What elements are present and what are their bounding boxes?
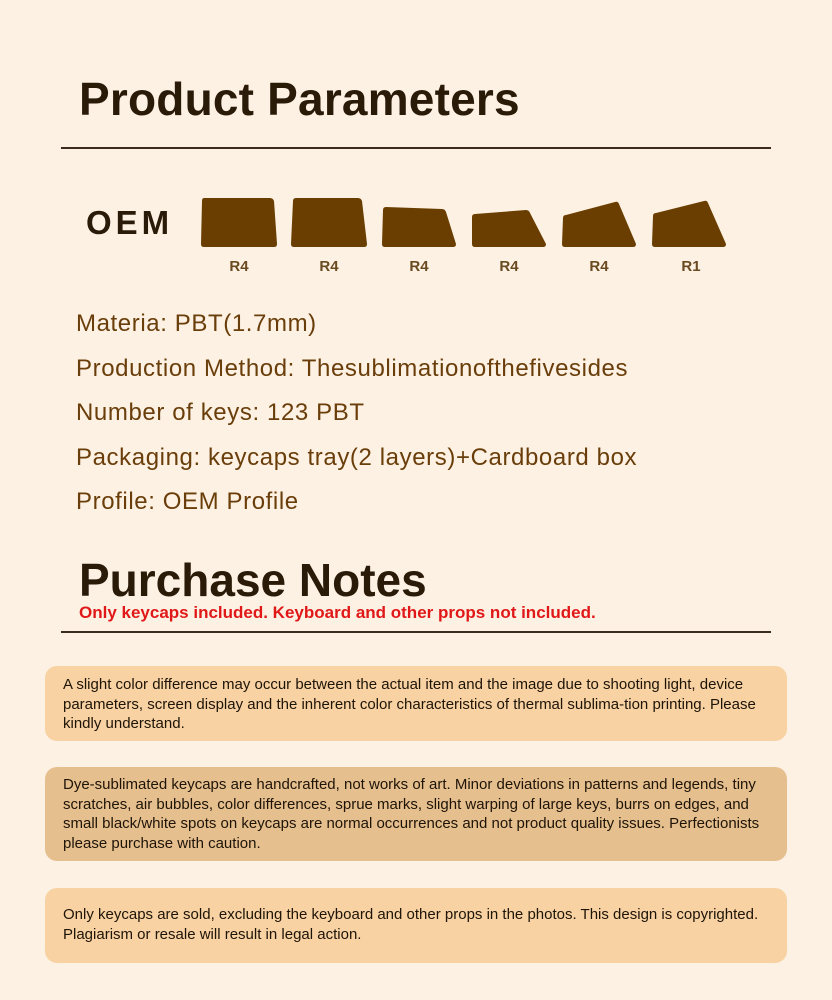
keycap-row-label: R4 — [589, 258, 609, 275]
note-copyright: Only keycaps are sold, excluding the keyboard and other props in the photos. This design is copyrighted. Plagiarism or resale will result in legal action. — [45, 888, 787, 963]
keycap-shape — [382, 207, 456, 247]
profile-name: OEM — [86, 204, 174, 241]
keycap-shape — [472, 210, 546, 247]
keycap-shape — [201, 198, 277, 247]
param-material: Materia: PBT(1.7mm) — [76, 310, 317, 337]
parameter-list — [76, 302, 637, 525]
param-production-method: Production Method: Thesublimationofthefivesides — [76, 354, 629, 382]
section-title: Purchase Notes — [79, 554, 427, 606]
keycap-row-label: R4 — [319, 258, 339, 275]
param-number-of-keys: Number of keys: 123 PBT — [76, 399, 365, 426]
note-handcrafted: Dye-sublimated keycaps are handcrafted, not works of art. Minor deviations in patterns and legends, tiny scratches, air bubbles, color differences, sprue marks, slight warping of large keys, burrs on edges, and small black/white spots on keycaps are normal occurrences and not product quality issues. Perfectionists please purchase with caution. — [45, 767, 787, 861]
note-color-difference: A slight color difference may occur between the actual item and the image due to shooting light, device parameters, screen display and the inherent color characteristics of thermal sublima-tion printing. Please kindly understand. — [45, 666, 787, 741]
param-profile: Profile: OEM Profile — [76, 488, 299, 515]
keycap-row-label: R4 — [409, 258, 429, 275]
keycap-shape — [652, 201, 726, 247]
param-packaging: Packaging: keycaps tray(2 layers)+Cardboard box — [76, 443, 638, 471]
keycap-row-label: R4 — [229, 258, 249, 275]
section-divider — [61, 631, 771, 633]
keycap-shape — [562, 202, 636, 247]
warning-text: Only keycaps included. Keyboard and other props not included. — [79, 603, 596, 622]
page-title: Product Parameters — [79, 73, 520, 125]
keycap-row-label: R4 — [499, 258, 519, 275]
keycap-shapes — [0, 0, 832, 290]
keycap-row-label: R1 — [681, 258, 701, 275]
keycap-shape — [291, 198, 367, 247]
title-divider — [61, 147, 771, 149]
